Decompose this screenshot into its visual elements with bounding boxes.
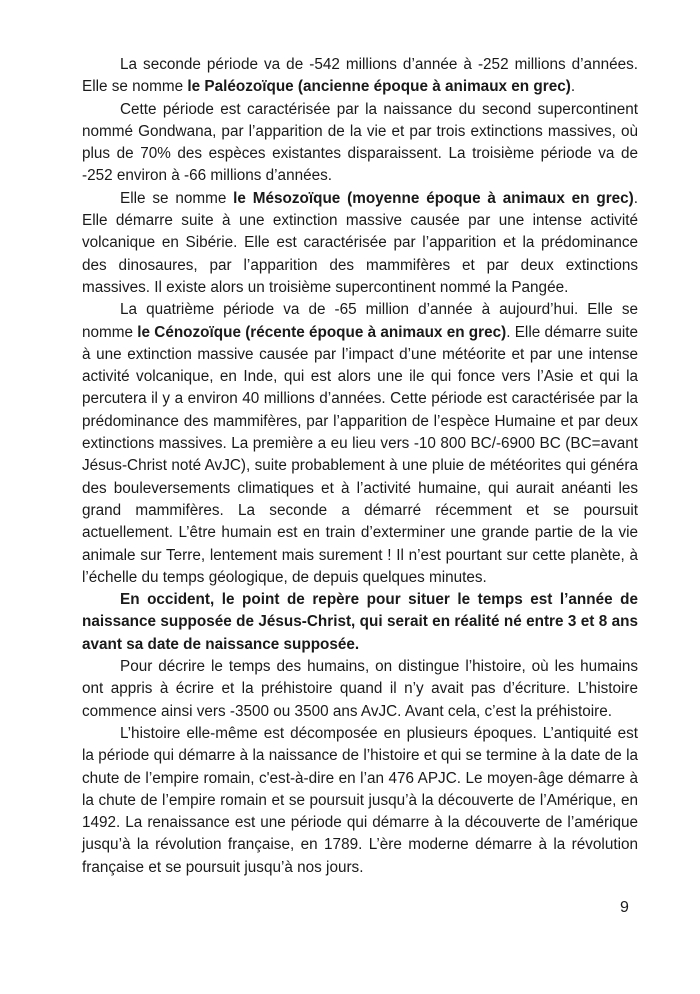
paragraph-reference-point [82,589,638,656]
paragraph-cenozoic: La quatrième période va de -65 million d’année à aujourd’hui. Elle se nomme le Cénozoïque (récente époque à animaux en grec). Elle démarre suite à une extinction massive causée par l’impact d’une météorite et par une intense activité volcanique, en Inde, qui est alors une ile qui fonce vers l’Asie et qui la percutera il y a environ 40 millions d’années. Cette période est caractérisée par la prédominance des mammifères, par l’apparition de l’espèce Humaine et par deux extinctions massives. La première a eu lieu vers -10 800 BC/-6900 BC (BC=avant Jésus-Christ noté AvJC), suite probablement à une pluie de météorites qui généra des bouleversements climatiques et à l’activité humaine, qui aurait anéanti les grand mammifères. La seconde a démarré récemment et se poursuit actuellement. L’être humain est en train d’exterminer une grande partie de la vie animale sur Terre, lentement mais surement ! Il n’est pourtant sur cette planète, à l’échelle du temps géologique, de depuis quelques minutes. [82,301,639,586]
term-cenozoic: le Cénozoïque (récente époque à animaux en grec) [137,323,507,341]
paragraph-paleozoic-description: Cette période est caractérisée par la naissance du second supercontinent nommé Gondwana, par l’apparition de la vie et par trois extinctions massives, où plus de 70% des espèces existantes disparaissent. La troisième période va de -252 environ à -66 millions d’années. [82,100,638,185]
paragraph-mesozoic: Elle se nomme le Mésozoïque (moyenne époque à animaux en grec). Elle démarre suite à une extinction massive causée par une intense activité volcanique en Sibérie. Elle est caractérisée par l’apparition et la prédominance des dinosaures, par l’apparition des mammifères et par deux extinctions massives. Il existe alors un troisième supercontinent nommé la Pangée. [82,189,639,296]
paragraph-historical-eras: L’histoire elle-même est décomposée en plusieurs époques. L’antiquité est la période qui démarre à la naissance de l’histoire et qui se termine à la date de la chute de l’empire romain, c'est-à-dire en l’an 476 APJC. Le moyen-âge démarre à la chute de l’empire romain et se poursuit jusqu’à la découverte de l’Amérique, en 1492. La renaissance est une période qui démarre à la découverte de l’amérique jusqu’à la révolution française, en 1789. L’ère moderne démarre à la révolution française et se poursuit jusqu’à nos jours. [82,724,638,876]
paragraph-paleozoic-period: La seconde période va de -542 millions d’année à -252 millions d’années. Elle se nomme le Paléozoïque (ancienne époque à animaux en grec). [82,56,638,96]
term-mesozoic: le Mésozoïque (moyenne époque à animaux en grec) [233,189,634,207]
emphasis-reference-point: En occident, le point de repère pour situer le temps est l’année de naissance supposée de Jésus-Christ, qui serait en réalité né entre 3 et 8 ans avant sa date de naissance supposée. [82,591,638,653]
term-paleozoic: le Paléozoïque (ancienne époque à animaux en grec) [187,78,571,96]
body-text [82,54,638,879]
page-number: 9 [620,899,629,916]
paragraph-history-prehistory: Pour décrire le temps des humains, on distingue l’histoire, où les humains ont appris à écrire et la préhistoire quand il n’y avait pas d’écriture. L’histoire commence ainsi vers -3500 ou 3500 ans AvJC. Avant cela, c’est la préhistoire. [82,658,638,720]
